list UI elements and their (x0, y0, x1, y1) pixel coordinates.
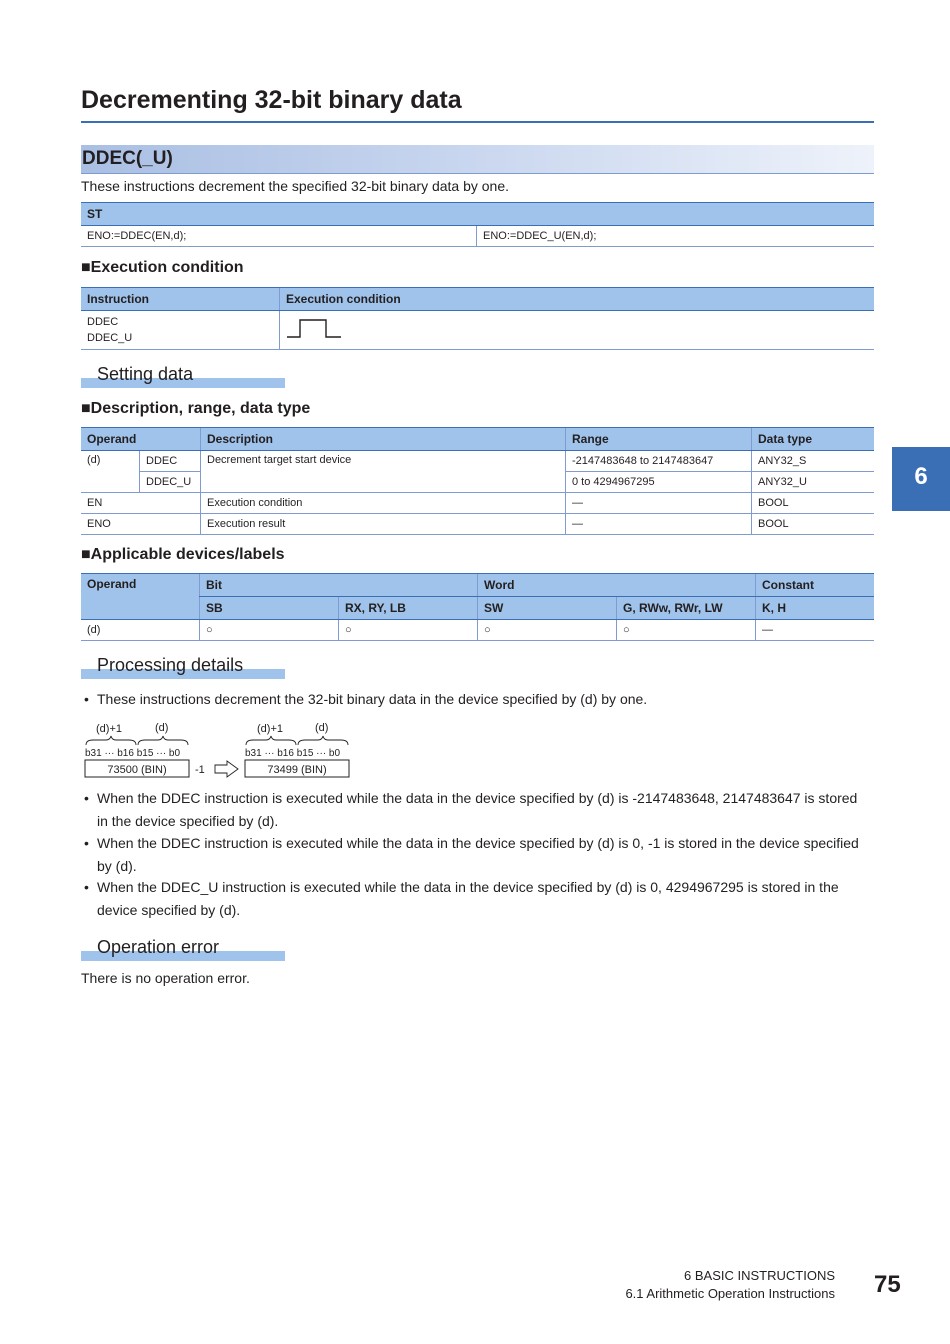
bullet-dot: • (84, 835, 89, 851)
page-title: Decrementing 32-bit binary data (81, 86, 462, 114)
diagram-left-value: 73500 (BIN) (107, 764, 167, 776)
dev-sub-sw: SW (478, 597, 617, 620)
bullet-4-line-2: device specified by (d). (97, 901, 241, 918)
exec-header-condition: Execution condition (280, 288, 875, 311)
footer-section: 6.1 Arithmetic Operation Instructions (625, 1286, 835, 1301)
st-header: ST (81, 203, 874, 226)
description-cell: Execution result (201, 514, 566, 535)
exec-condition-table (81, 287, 874, 350)
dev-g-cell: ○ (617, 620, 756, 641)
title-rule (81, 121, 874, 123)
range-cell: — (566, 493, 752, 514)
exec-condition-heading: ■Execution condition (81, 259, 244, 276)
operand-cell: (d) (81, 451, 140, 493)
st-ddecu-syntax: ENO:=DDEC_U(EN,d); (477, 226, 875, 247)
dev-operand-cell: (d) (81, 620, 200, 641)
processing-bullet-3 (97, 832, 877, 877)
intro-text: These instructions decrement the specified 32-bit binary data by one. (81, 178, 510, 194)
processing-bullet-2 (97, 787, 877, 832)
table-row (81, 493, 874, 514)
table-row (81, 514, 874, 535)
instruction-name: DDEC(_U) (82, 148, 173, 169)
description-table (81, 427, 874, 535)
range-cell: — (566, 514, 752, 535)
exec-instructions-cell (81, 311, 280, 350)
diagram-op: -1 (195, 764, 205, 776)
processing-bullet-4 (97, 876, 877, 921)
desc-header-range: Range (566, 428, 752, 451)
dev-header-bit: Bit (200, 574, 478, 597)
operand-cell: EN (81, 493, 201, 514)
operand-cell: ENO (81, 514, 201, 535)
chapter-tab[interactable]: 6 (892, 447, 950, 511)
brace-right-hi (246, 736, 296, 745)
diagram-right-hi: (d)+1 (257, 723, 283, 735)
datatype-cell: BOOL (752, 514, 875, 535)
desc-header-operand: Operand (81, 428, 201, 451)
dev-sub-kh: K, H (756, 597, 875, 620)
dev-rx-cell: ○ (339, 620, 478, 641)
footer-chapter: 6 BASIC INSTRUCTIONS (684, 1268, 835, 1283)
brace-left-lo (138, 736, 188, 745)
bullet-dot: • (84, 691, 89, 707)
diagram-left-hi: (d)+1 (96, 723, 122, 735)
dev-sub-sb: SB (200, 597, 339, 620)
rising-pulse-icon (286, 316, 346, 342)
description-heading: ■Description, range, data type (81, 400, 311, 417)
dev-header-word: Word (478, 574, 756, 597)
bullet-dot: • (84, 790, 89, 806)
dev-sub-g: G, RWw, RWr, LW (617, 597, 756, 620)
instruction-band (81, 145, 874, 174)
bullet-2-line-1: When the DDEC instruction is executed while the data in the device specified by (d) is -2147483648, 2147483647 is stored (97, 790, 858, 806)
dev-header-operand: Operand (81, 574, 200, 620)
exec-instruction-ddec: DDEC (87, 316, 119, 328)
datatype-cell: BOOL (752, 493, 875, 514)
devices-heading: ■Applicable devices/labels (81, 546, 285, 563)
exec-condition-cell (280, 311, 875, 350)
bullet-3-line-1: When the DDEC instruction is executed while the data in the device specified by (d) is 0, -1 is stored in the device specified (97, 835, 859, 851)
operand-sub-cell: DDEC (140, 451, 201, 472)
dev-sb-cell: ○ (200, 620, 339, 641)
st-table (81, 202, 874, 247)
arrow-icon (215, 761, 238, 777)
bullet-3-line-2: by (d). (97, 857, 137, 874)
table-row (81, 451, 874, 472)
setting-data-title: Setting data (97, 364, 194, 384)
dev-kh-cell: — (756, 620, 875, 641)
operation-error-text: There is no operation error. (81, 970, 250, 986)
dev-sw-cell: ○ (478, 620, 617, 641)
range-cell: 0 to 4294967295 (566, 472, 752, 493)
diagram-right-bits: b31 ··· b16 b15 ··· b0 (245, 748, 341, 759)
processing-title: Processing details (97, 655, 244, 675)
desc-header-description: Description (201, 428, 566, 451)
range-cell: -2147483648 to 2147483647 (566, 451, 752, 472)
operand-sub-cell: DDEC_U (140, 472, 201, 493)
exec-instruction-ddecu: DDEC_U (87, 332, 133, 344)
table-row (81, 620, 874, 641)
description-cell: Execution condition (201, 493, 566, 514)
bullet-4-line-1: When the DDEC_U instruction is executed while the data in the device specified by (d) is 0, 4294967295 is stored in the (97, 879, 839, 895)
devices-table (81, 573, 874, 641)
diagram-right-value: 73499 (BIN) (267, 764, 327, 776)
bullet-2-line-2: in the device specified by (d). (97, 812, 279, 829)
dev-sub-rx: RX, RY, LB (339, 597, 478, 620)
datatype-cell: ANY32_S (752, 451, 875, 472)
brace-left-hi (86, 736, 136, 745)
processing-bullet-1: These instructions decrement the 32-bit binary data in the device specified by (d) by one. (97, 691, 648, 707)
page-number: 75 (874, 1271, 901, 1298)
diagram-left-bits: b31 ··· b16 b15 ··· b0 (85, 748, 181, 759)
diagram-right-lo: (d) (315, 722, 329, 734)
exec-header-instruction: Instruction (81, 288, 280, 311)
bullet-dot: • (84, 879, 89, 895)
diagram-left-lo: (d) (155, 722, 169, 734)
operation-error-title: Operation error (97, 937, 220, 957)
desc-header-datatype: Data type (752, 428, 875, 451)
description-cell: Decrement target start device (201, 451, 566, 493)
datatype-cell: ANY32_U (752, 472, 875, 493)
st-ddec-syntax: ENO:=DDEC(EN,d); (81, 226, 477, 247)
brace-right-lo (298, 736, 348, 745)
decrement-diagram (81, 715, 371, 785)
dev-header-constant: Constant (756, 574, 875, 597)
